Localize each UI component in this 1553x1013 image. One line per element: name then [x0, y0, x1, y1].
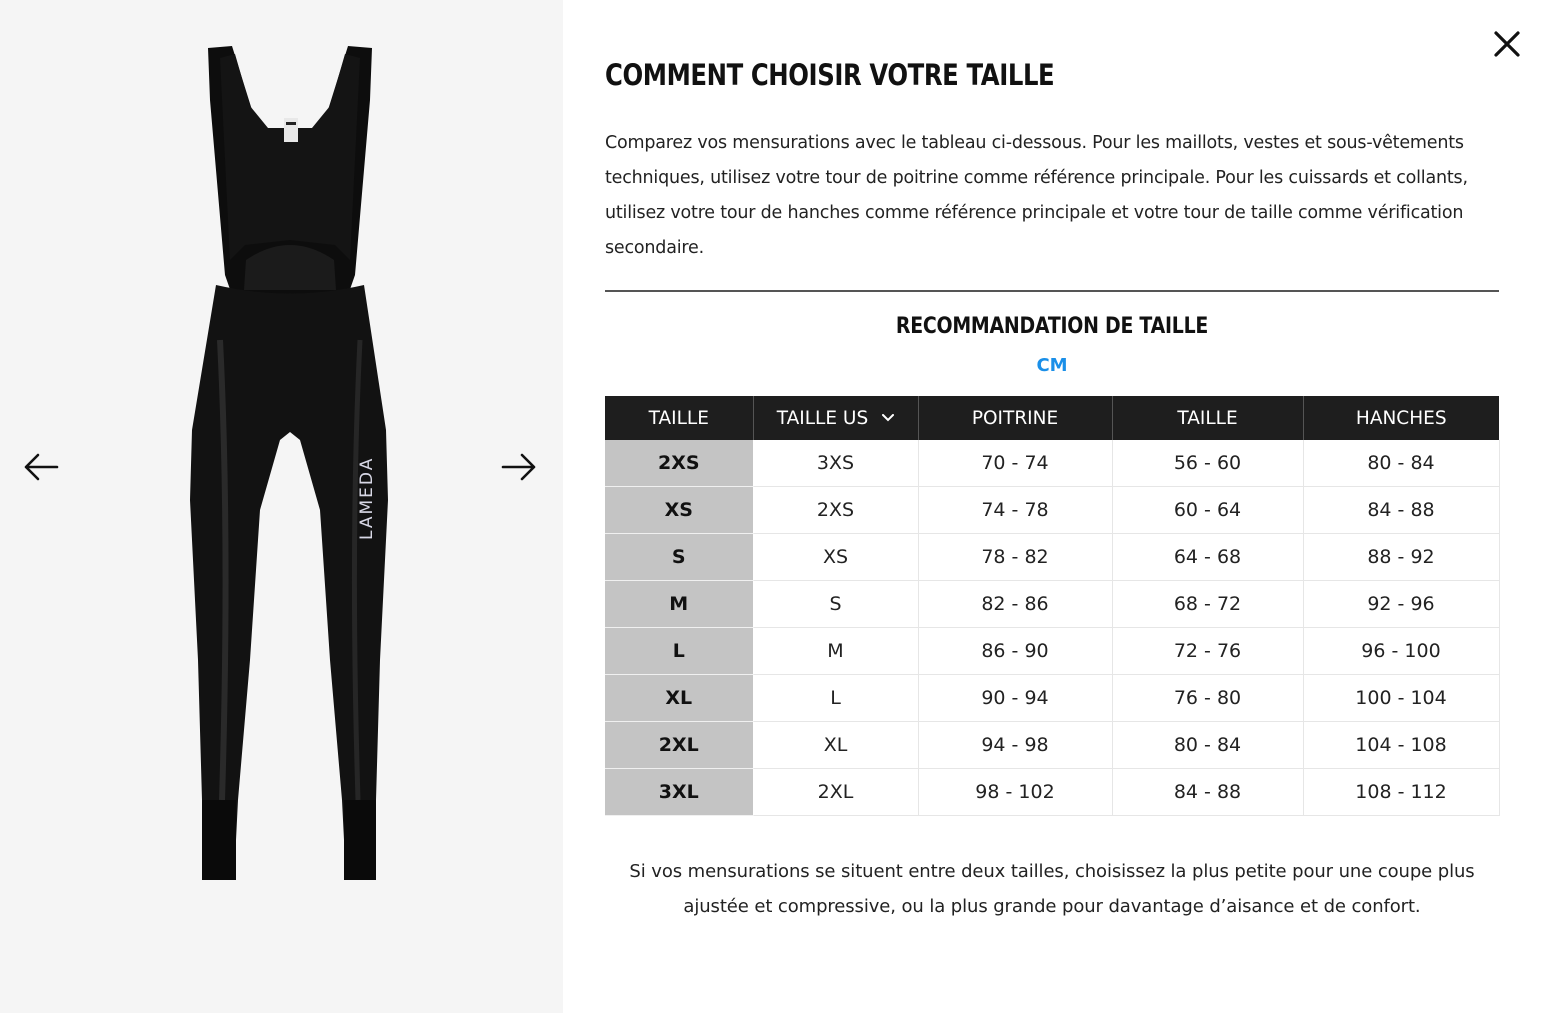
- arrow-right-icon: [501, 452, 537, 482]
- table-cell: 80 - 84: [1303, 440, 1499, 487]
- table-row: [605, 440, 1499, 487]
- table-cell: 78 - 82: [918, 534, 1112, 581]
- chevron-down-icon: [882, 414, 894, 422]
- product-gallery: [0, 0, 563, 1013]
- header-taille-us-dropdown[interactable]: [753, 396, 918, 440]
- table-row: [605, 534, 1499, 581]
- table-row: [605, 487, 1499, 534]
- table-cell: 3XS: [753, 440, 918, 487]
- table-cell: 90 - 94: [918, 675, 1112, 722]
- size-cell: L: [605, 628, 753, 675]
- table-cell: 82 - 86: [918, 581, 1112, 628]
- table-cell: 100 - 104: [1303, 675, 1499, 722]
- table-cell: M: [753, 628, 918, 675]
- table-cell: XS: [753, 534, 918, 581]
- table-cell: 80 - 84: [1112, 722, 1303, 769]
- table-cell: 84 - 88: [1303, 487, 1499, 534]
- table-cell: L: [753, 675, 918, 722]
- section-title: RECOMMANDATION DE TAILLE: [895, 314, 1209, 339]
- size-cell: XL: [605, 675, 753, 722]
- table-cell: 2XL: [753, 769, 918, 816]
- brand-text: LAMEDA: [357, 456, 377, 540]
- previous-image-button[interactable]: [19, 445, 63, 489]
- header-taille-waist: TAILLE: [1112, 396, 1303, 440]
- table-cell: S: [753, 581, 918, 628]
- table-cell: 108 - 112: [1303, 769, 1499, 816]
- table-cell: 76 - 80: [1112, 675, 1303, 722]
- close-button[interactable]: [1487, 24, 1527, 64]
- footnote-text: Si vos mensurations se situent entre deux tailles, choisissez la plus petite pour une coupe plus ajustée et compressive, ou la plus grande pour davantage d’aisance et de confort.: [629, 861, 1475, 917]
- table-cell: 94 - 98: [918, 722, 1112, 769]
- table-cell: 98 - 102: [918, 769, 1112, 816]
- table-header-row: [605, 396, 1499, 440]
- next-image-button[interactable]: [497, 445, 541, 489]
- table-cell: 64 - 68: [1112, 534, 1303, 581]
- table-row: [605, 722, 1499, 769]
- table-cell: 2XS: [753, 487, 918, 534]
- header-poitrine: POITRINE: [918, 396, 1112, 440]
- size-cell: M: [605, 581, 753, 628]
- table-cell: 56 - 60: [1112, 440, 1303, 487]
- close-icon: [1493, 30, 1521, 58]
- table-cell: XL: [753, 722, 918, 769]
- table-cell: 68 - 72: [1112, 581, 1303, 628]
- size-cell: 2XS: [605, 440, 753, 487]
- arrow-left-icon: [23, 452, 59, 482]
- table-cell: 92 - 96: [1303, 581, 1499, 628]
- intro-text: Comparez vos mensurations avec le tableau ci-dessous. Pour les maillots, vestes et sous-vêtements techniques, utilisez votre tour de poitrine comme référence principale. Pour les cuissards et collants, utilisez votre tour de hanches comme référence principale et votre tour de taille comme vérification secondaire.: [605, 133, 1468, 258]
- table-cell: 72 - 76: [1112, 628, 1303, 675]
- page-title: COMMENT CHOISIR VOTRE TAILLE: [605, 58, 1055, 92]
- unit-toggle[interactable]: CM: [1036, 355, 1068, 376]
- header-taille: TAILLE: [605, 396, 753, 440]
- size-table: [605, 396, 1500, 816]
- table-row: [605, 675, 1499, 722]
- table-cell: 96 - 100: [1303, 628, 1499, 675]
- table-cell: 86 - 90: [918, 628, 1112, 675]
- divider: [605, 290, 1499, 292]
- header-taille-us-label: TAILLE US: [776, 407, 869, 429]
- product-image: [150, 40, 430, 890]
- table-cell: 104 - 108: [1303, 722, 1499, 769]
- table-cell: 60 - 64: [1112, 487, 1303, 534]
- header-hanches: HANCHES: [1303, 396, 1499, 440]
- size-cell: 2XL: [605, 722, 753, 769]
- table-cell: 74 - 78: [918, 487, 1112, 534]
- table-row: [605, 769, 1499, 816]
- size-cell: XS: [605, 487, 753, 534]
- table-row: [605, 581, 1499, 628]
- table-cell: 88 - 92: [1303, 534, 1499, 581]
- table-cell: 84 - 88: [1112, 769, 1303, 816]
- table-row: [605, 628, 1499, 675]
- size-cell: S: [605, 534, 753, 581]
- table-cell: 70 - 74: [918, 440, 1112, 487]
- size-cell: 3XL: [605, 769, 753, 816]
